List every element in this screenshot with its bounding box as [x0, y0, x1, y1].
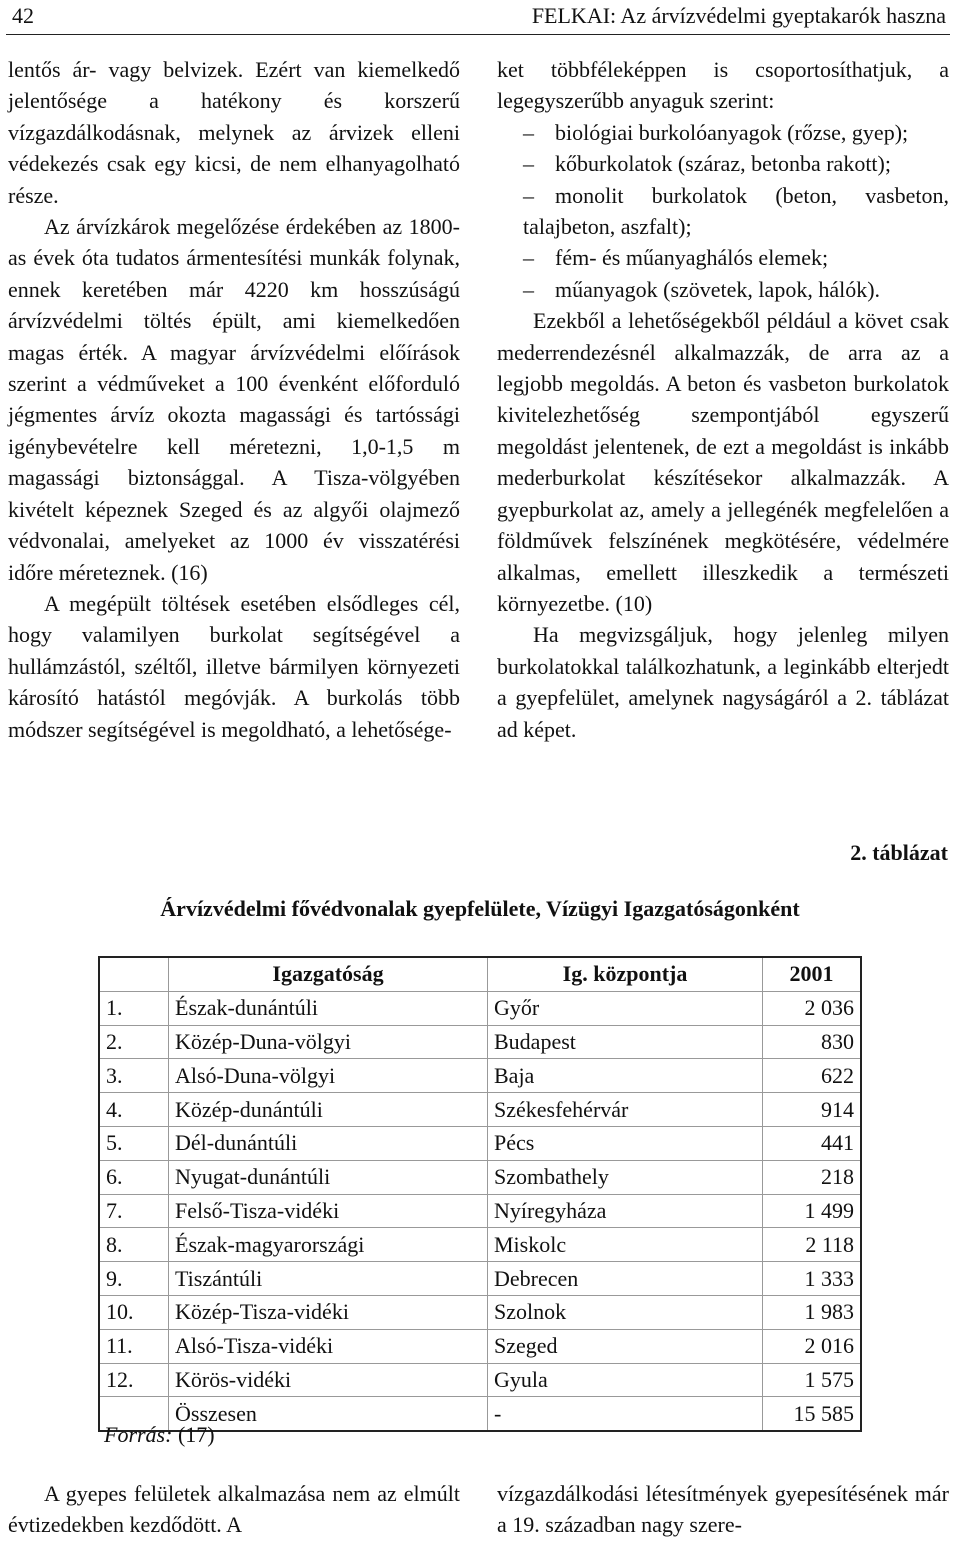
header-cell: Ig. központja [488, 957, 763, 991]
directorate-cell: Észak-magyarországi [169, 1228, 488, 1262]
row-number-cell: 10. [99, 1295, 169, 1329]
list-item: – műanyagok (szövetek, lapok, hálók). [497, 274, 949, 305]
paragraph: A megépült töltések esetében elsődleges cél, hogy valamilyen burkolat segítségével a hullámzástól, széltől, illetve bármilyen környezeti károsító hatástól megóvják. A burkolás több módszer segítségével is megoldható, a lehetősége- [8, 590, 460, 742]
directorate-cell: Közép-dunántúli [169, 1093, 488, 1127]
seat-cell: Miskolc [488, 1228, 763, 1262]
list-item: – biológiai burkolóanyagok (rőzse, gyep); [497, 117, 949, 148]
paragraph: vízgazdálkodási létesítmények gyepesítésének már a 19. században nagy szere- [497, 1481, 949, 1538]
source-label: Forrás: [104, 1422, 173, 1447]
value-cell: 622 [763, 1059, 862, 1093]
seat-cell: Baja [488, 1059, 763, 1093]
table-row [99, 1160, 861, 1194]
running-title: FELKAI: Az árvízvédelmi gyeptakarók haszna [531, 3, 946, 28]
row-number-cell: 7. [99, 1194, 169, 1228]
paragraph: Ezekből a lehetőségekből például a követ csak mederrendezésnél alkalmazzák, de arra az a legjobb megoldás. A beton és vasbeton burkolatok kivitelezhetőség szempontjából egyszerű megoldást jelentenek, de ezt a megoldást is inkább mederburkolat készítésekor alkalmazzák. A gyepburkolat az, amely a jellegénék megfelelően a földművek felszínének megkötésére, védelmére alkalmas, emellett illeszkedik a természeti környezetbe. (10) [497, 308, 949, 616]
table-row [99, 1025, 861, 1059]
row-number-cell: 5. [99, 1126, 169, 1160]
header-cell: 2001 [763, 957, 862, 991]
table-row [99, 1093, 861, 1127]
table-title: Árvízvédelmi fővédvonalak gyepfelülete, Vízügyi Igazgatóságonként [160, 896, 800, 921]
value-cell: 2 118 [763, 1228, 862, 1262]
row-number-cell: 8. [99, 1228, 169, 1262]
paragraph: ket többféleképpen is csoportosíthatjuk, a legegyszerűbb anyaguk szerint: [497, 57, 949, 114]
list-item: – kőburkolatok (száraz, betonba rakott); [497, 148, 949, 179]
directorate-cell: Alsó-Tisza-vidéki [169, 1329, 488, 1363]
paragraph: A gyepes felületek alkalmazása nem az elmúlt évtizedekben kezdődött. A [8, 1481, 460, 1538]
paragraph: Ha megvizsgáljuk, hogy jelenleg milyen burkolatokkal találkozhatunk, a leginkább elterjedt a gyepfelület, amelynek nagyságáról a 2. táblázat ad képet. [497, 622, 949, 742]
source-ref: (17) [177, 1422, 215, 1447]
directorate-cell: Észak-dunántúli [169, 991, 488, 1025]
value-cell: 15 585 [763, 1397, 862, 1431]
directorate-cell: Tiszántúli [169, 1262, 488, 1296]
table-row [99, 1363, 861, 1397]
directorate-cell: Alsó-Duna-völgyi [169, 1059, 488, 1093]
header-cell [99, 957, 169, 991]
seat-cell: Szombathely [488, 1160, 763, 1194]
value-cell: 1 333 [763, 1262, 862, 1296]
directorate-cell: Felső-Tisza-vidéki [169, 1194, 488, 1228]
seat-cell: Debrecen [488, 1262, 763, 1296]
table-row [99, 1059, 861, 1093]
table-number: 2. táblázat [850, 840, 948, 865]
directorate-cell: Dél-dunántúli [169, 1126, 488, 1160]
table-row [99, 1329, 861, 1363]
directorate-cell: Közép-Tisza-vidéki [169, 1295, 488, 1329]
row-number-cell: 4. [99, 1093, 169, 1127]
header-cell: Igazgatóság [169, 957, 488, 991]
list-item: – fém- és műanyaghálós elemek; [497, 242, 949, 273]
table-row [99, 991, 861, 1025]
value-cell: 2 036 [763, 991, 862, 1025]
directorate-cell: Összesen [169, 1397, 488, 1431]
table-row [99, 1295, 861, 1329]
bottom-right-text [497, 1478, 949, 1541]
table-header-row [99, 957, 861, 991]
data-table [98, 956, 862, 1432]
seat-cell: Nyíregyháza [488, 1194, 763, 1228]
value-cell: 441 [763, 1126, 862, 1160]
row-number-cell: 12. [99, 1363, 169, 1397]
table-row [99, 1126, 861, 1160]
table-row [99, 1228, 861, 1262]
paragraph: lentős ár- vagy belvizek. Ezért van kiemelkedő jelentősége a hatékony és korszerű vízgazdálkodásnak, melynek az árvizek elleni védekezés csak egy kicsi, de nem elhanyagolható része. [8, 57, 460, 208]
paragraph: Az árvízkárok megelőzése érdekében az 1800-as évek óta tudatos ármentesítési munkák folynak, ennek keretében már 4220 km hosszúságú árvízvédelmi töltés épült, ami kiemelkedően magas érték. A magyar árvízvédelmi előírások szerint a védműveket a 100 évenként előforduló jégmentes árvíz okozta magassági és tartóssági igénybevételre kell méretezni, 1,0-1,5 m magassági biztonsággal. A Tisza-völgyében kivételt képeznek Szeged és az algyői olajmező védvonalai, amelyeket az 1000 év visszatérési időre méreteznek. (16) [8, 214, 460, 585]
seat-cell: Gyula [488, 1363, 763, 1397]
value-cell: 1 575 [763, 1363, 862, 1397]
row-number-cell: 2. [99, 1025, 169, 1059]
row-number-cell: 9. [99, 1262, 169, 1296]
value-cell: 1 499 [763, 1194, 862, 1228]
seat-cell: Szeged [488, 1329, 763, 1363]
left-column [8, 54, 460, 745]
directorate-cell: Nyugat-dunántúli [169, 1160, 488, 1194]
seat-cell: Győr [488, 991, 763, 1025]
table-source [104, 1422, 215, 1448]
seat-cell: Székesfehérvár [488, 1093, 763, 1127]
bottom-left-text [8, 1478, 460, 1541]
row-number-cell: 11. [99, 1329, 169, 1363]
value-cell: 218 [763, 1160, 862, 1194]
page-number: 42 [12, 3, 34, 28]
seat-cell: Pécs [488, 1126, 763, 1160]
value-cell: 1 983 [763, 1295, 862, 1329]
value-cell: 914 [763, 1093, 862, 1127]
table-row [99, 1262, 861, 1296]
value-cell: 830 [763, 1025, 862, 1059]
table-row [99, 1194, 861, 1228]
seat-cell: - [488, 1397, 763, 1431]
right-column [497, 54, 949, 745]
row-number-cell: 1. [99, 991, 169, 1025]
value-cell: 2 016 [763, 1329, 862, 1363]
page-header [6, 0, 950, 35]
row-number-cell: 3. [99, 1059, 169, 1093]
directorate-cell: Közép-Duna-völgyi [169, 1025, 488, 1059]
seat-cell: Szolnok [488, 1295, 763, 1329]
seat-cell: Budapest [488, 1025, 763, 1059]
list-item: – monolit burkolatok (beton, vasbeton, talajbeton, aszfalt); [497, 180, 949, 243]
row-number-cell: 6. [99, 1160, 169, 1194]
directorate-cell: Körös-vidéki [169, 1363, 488, 1397]
